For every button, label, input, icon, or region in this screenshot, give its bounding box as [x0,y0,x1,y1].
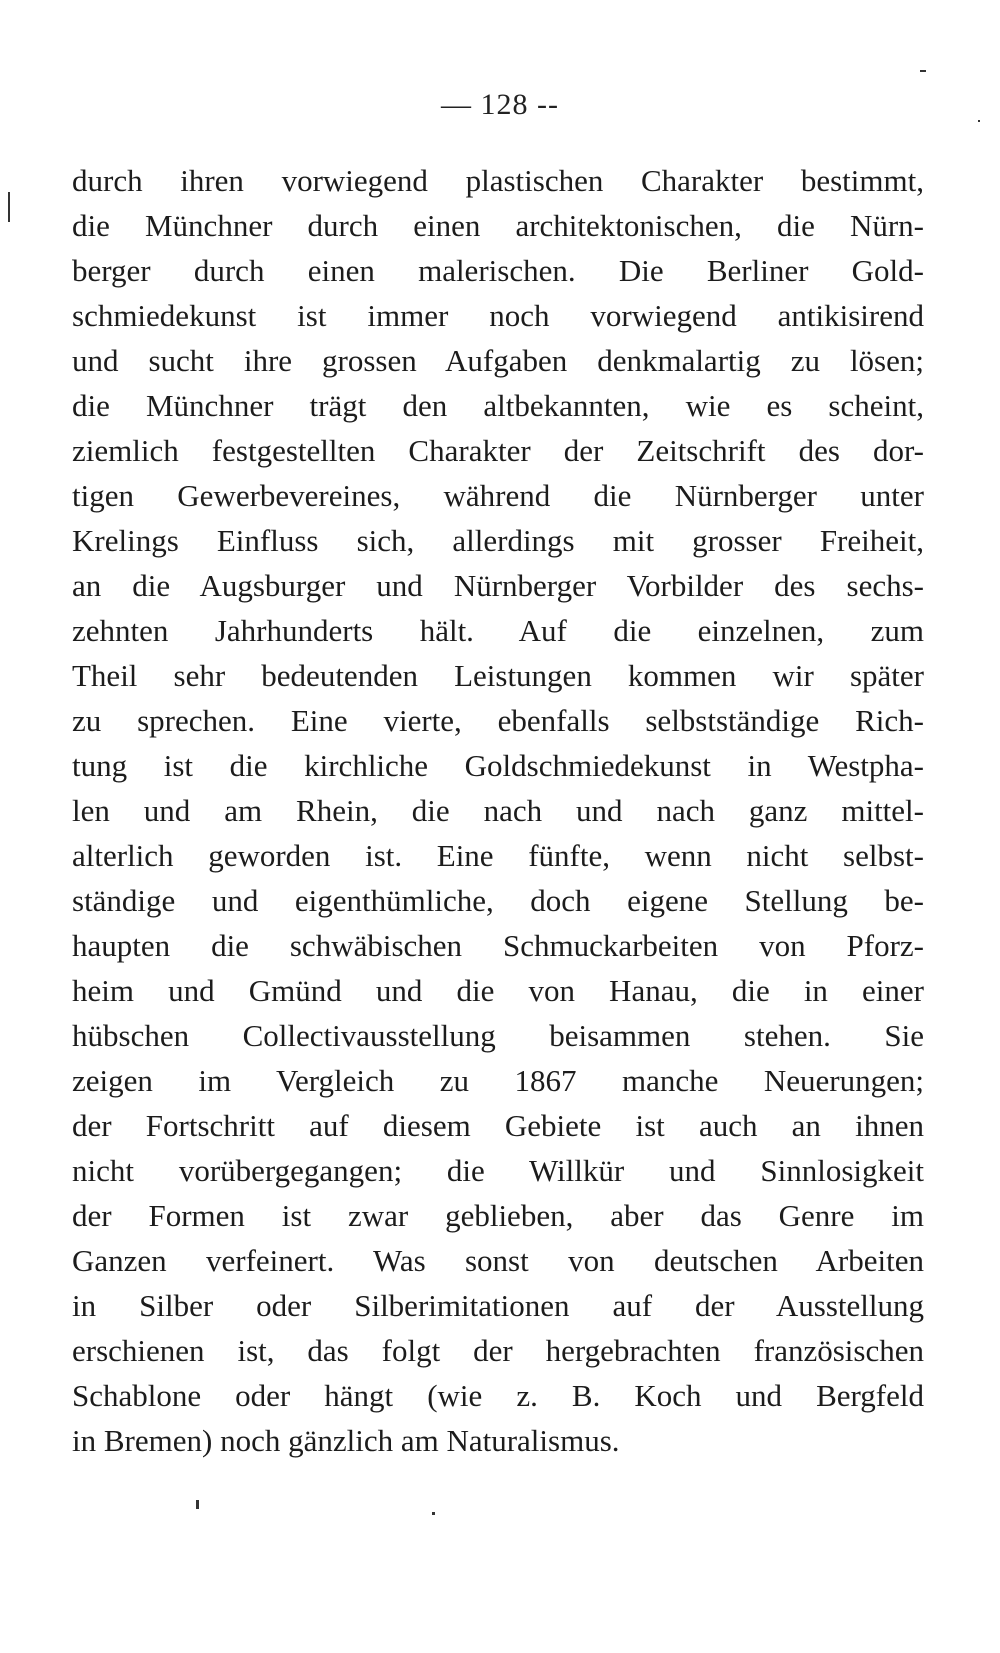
text-line: nicht vorübergegangen; die Willkür und Sinnlosigkeit [72,1153,924,1188]
text-line: und sucht ihre grossen Aufgaben denkmalartig zu lösen; [72,343,924,378]
text-line: der Formen ist zwar geblieben, aber das Genre im [72,1198,924,1233]
scan-artifact-dot [920,70,926,72]
text-line: tigen Gewerbevereines, während die Nürnberger unter [72,478,924,513]
text-line: ständige und eigenthümliche, doch eigene Stellung be- [72,883,924,918]
text-line: schmiedekunst ist immer noch vorwiegend antikisirend [72,298,924,333]
text-line: ziemlich festgestellten Charakter der Zeitschrift des dor- [72,433,924,468]
text-line: zu sprechen. Eine vierte, ebenfalls selbstständige Rich- [72,703,924,738]
text-line: Ganzen verfeinert. Was sonst von deutschen Arbeiten [72,1243,924,1278]
text-line: tung ist die kirchliche Goldschmiedekunst in Westpha- [72,748,924,783]
text-line: heim und Gmünd und die von Hanau, die in einer [72,973,924,1008]
text-line: berger durch einen malerischen. Die Berliner Gold- [72,253,924,288]
text-line: haupten die schwäbischen Schmuckarbeiten von Pforz- [72,928,924,963]
text-line: der Fortschritt auf diesem Gebiete ist auch an ihnen [72,1108,924,1143]
text-line: die Münchner trägt den altbekannten, wie es scheint, [72,388,924,423]
text-line: an die Augsburger und Nürnberger Vorbilder des sechs- [72,568,924,603]
text-line: die Münchner durch einen architektonischen, die Nürn- [72,208,924,243]
text-line: in Silber oder Silberimitationen auf der Ausstellung [72,1288,924,1323]
text-line: hübschen Collectivausstellung beisammen stehen. Sie [72,1018,924,1053]
text-line: durch ihren vorwiegend plastischen Charakter bestimmt, [72,163,924,198]
scan-artifact-dot [978,120,980,122]
text-line: zeigen im Vergleich zu 1867 manche Neuerungen; [72,1063,924,1098]
text-line: Theil sehr bedeutenden Leistungen kommen wir später [72,658,924,693]
text-line: Schablone oder hängt (wie z. B. Koch und Bergfeld [72,1378,924,1413]
text-line: in Bremen) noch gänzlich am Naturalismus. [72,1423,620,1458]
text-line: len und am Rhein, die nach und nach ganz mittel- [72,793,924,828]
scan-artifact-dot [432,1512,435,1515]
scan-artifact-dot [196,1500,199,1509]
page-number: — 128 -- [441,88,559,121]
scan-artifact-mark [8,192,10,222]
text-line: alterlich geworden ist. Eine fünfte, wenn nicht selbst- [72,838,924,873]
body-text [72,158,924,1463]
text-line: zehnten Jahrhunderts hält. Auf die einzelnen, zum [72,613,924,648]
text-line: erschienen ist, das folgt der hergebrachten französischen [72,1333,924,1368]
text-line: Krelings Einfluss sich, allerdings mit grosser Freiheit, [72,523,924,558]
